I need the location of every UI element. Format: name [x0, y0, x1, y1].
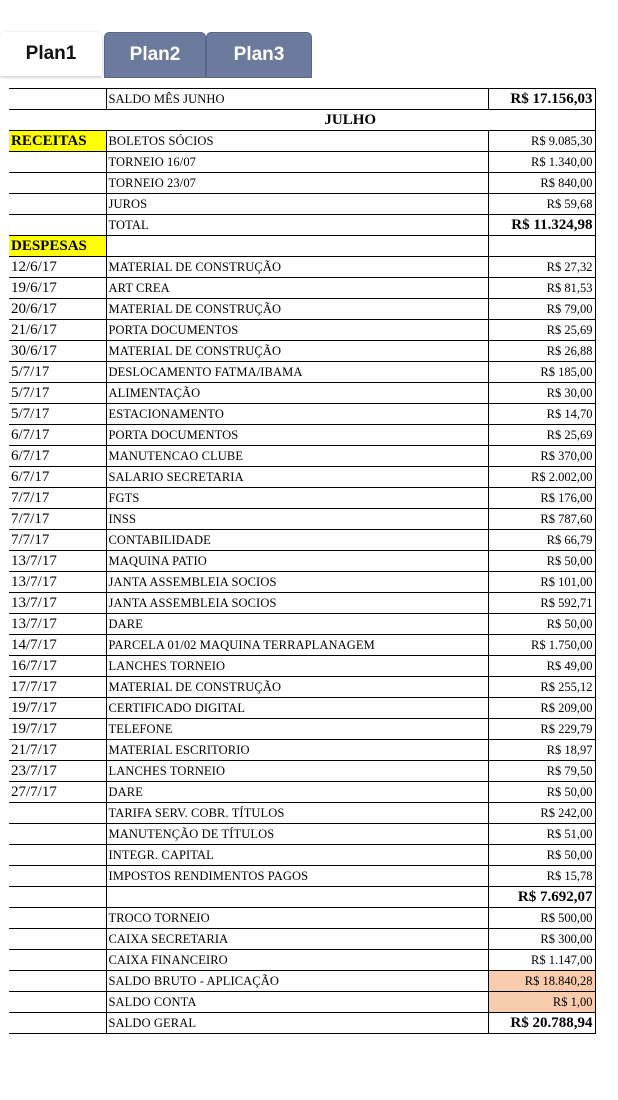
receita-desc[interactable]: JUROS [106, 194, 488, 215]
despesa-value[interactable]: R$ 50,00 [488, 551, 595, 572]
receita-value[interactable]: R$ 840,00 [488, 173, 595, 194]
despesa-row [9, 362, 595, 383]
despesa-value[interactable]: R$ 255,12 [488, 677, 595, 698]
saldo-value[interactable]: R$ 1.147,00 [488, 950, 595, 971]
cell-empty[interactable] [9, 194, 106, 215]
despesa-desc[interactable]: IMPOSTOS RENDIMENTOS PAGOS [106, 866, 488, 887]
despesa-desc[interactable]: TARIFA SERV. COBR. TÍTULOS [106, 803, 488, 824]
cell-empty[interactable] [9, 215, 106, 236]
receita-row [9, 152, 595, 173]
saldo-desc[interactable]: CAIXA FINANCEIRO [106, 950, 488, 971]
receita-value[interactable]: R$ 59,68 [488, 194, 595, 215]
saldo-value[interactable]: R$ 20.788,94 [488, 1013, 595, 1034]
despesa-row [9, 383, 595, 404]
despesa-desc[interactable]: FGTS [106, 488, 488, 509]
despesa-row [9, 341, 595, 362]
despesas-header-row [9, 236, 595, 257]
despesa-desc[interactable]: DESLOCAMENTO FATMA/IBAMA [106, 362, 488, 383]
despesa-desc[interactable]: PORTA DOCUMENTOS [106, 320, 488, 341]
despesa-row [9, 845, 595, 866]
despesa-value[interactable]: R$ 50,00 [488, 614, 595, 635]
despesa-desc[interactable]: MAQUINA PATIO [106, 551, 488, 572]
despesa-value[interactable]: R$ 50,00 [488, 845, 595, 866]
cell-empty[interactable] [9, 950, 106, 971]
saldo-desc[interactable]: SALDO CONTA [106, 992, 488, 1013]
sheet-tabs [0, 32, 618, 78]
despesa-date[interactable]: 6/7/17 [9, 467, 106, 488]
despesa-row [9, 656, 595, 677]
saldo-anterior-row [9, 89, 595, 110]
despesa-row [9, 782, 595, 803]
despesa-row [9, 740, 595, 761]
saldo-anterior-label[interactable]: SALDO MÊS JUNHO [106, 89, 488, 110]
despesa-desc[interactable]: MATERIAL DE CONSTRUÇÃO [106, 257, 488, 278]
despesa-date[interactable]: 5/7/17 [9, 362, 106, 383]
despesa-value[interactable]: R$ 25,69 [488, 320, 595, 341]
month-title[interactable]: JULHO [106, 110, 595, 131]
tab-plan2[interactable]: Plan2 [104, 32, 206, 78]
despesa-date[interactable] [9, 824, 106, 845]
despesa-desc[interactable]: JANTA ASSEMBLEIA SOCIOS [106, 593, 488, 614]
despesa-value[interactable]: R$ 1.750,00 [488, 635, 595, 656]
despesas-total-row [9, 887, 595, 908]
despesa-row [9, 488, 595, 509]
receita-row [9, 131, 595, 152]
tab-plan3[interactable]: Plan3 [206, 32, 312, 78]
despesa-desc[interactable]: MANUTENCAO CLUBE [106, 446, 488, 467]
receitas-total-value[interactable]: R$ 11.324,98 [488, 215, 595, 236]
despesa-date[interactable]: 13/7/17 [9, 551, 106, 572]
despesa-row [9, 551, 595, 572]
despesa-value[interactable]: R$ 101,00 [488, 572, 595, 593]
despesa-value[interactable]: R$ 242,00 [488, 803, 595, 824]
despesa-desc[interactable]: JANTA ASSEMBLEIA SOCIOS [106, 572, 488, 593]
despesa-desc[interactable]: ART CREA [106, 278, 488, 299]
saldo-row [9, 908, 595, 929]
despesa-date[interactable]: 21/6/17 [9, 320, 106, 341]
cell-empty[interactable] [106, 236, 488, 257]
cell-empty[interactable] [488, 236, 595, 257]
despesa-desc[interactable]: DARE [106, 782, 488, 803]
despesa-row [9, 257, 595, 278]
despesa-date[interactable]: 23/7/17 [9, 761, 106, 782]
despesa-date[interactable]: 5/7/17 [9, 383, 106, 404]
despesa-date[interactable] [9, 845, 106, 866]
despesa-row [9, 530, 595, 551]
despesa-date[interactable]: 6/7/17 [9, 425, 106, 446]
despesa-date[interactable]: 6/7/17 [9, 446, 106, 467]
despesa-value[interactable]: R$ 14,70 [488, 404, 595, 425]
receitas-total-row [9, 215, 595, 236]
cell-empty[interactable] [9, 992, 106, 1013]
despesa-row [9, 677, 595, 698]
despesa-date[interactable]: 12/6/17 [9, 257, 106, 278]
despesa-row [9, 467, 595, 488]
despesas-total-value[interactable]: R$ 7.692,07 [488, 887, 595, 908]
despesa-date[interactable]: 13/7/17 [9, 572, 106, 593]
despesa-date[interactable]: 7/7/17 [9, 488, 106, 509]
cell-empty[interactable] [9, 887, 106, 908]
despesa-date[interactable]: 27/7/17 [9, 782, 106, 803]
receita-row [9, 194, 595, 215]
saldo-desc[interactable]: TROCO TORNEIO [106, 908, 488, 929]
despesa-value[interactable]: R$ 229,79 [488, 719, 595, 740]
despesa-desc[interactable]: LANCHES TORNEIO [106, 656, 488, 677]
receitas-label[interactable]: RECEITAS [9, 131, 106, 152]
despesas-label[interactable]: DESPESAS [9, 236, 106, 257]
receita-value[interactable]: R$ 9.085,30 [488, 131, 595, 152]
despesa-value[interactable]: R$ 185,00 [488, 362, 595, 383]
receitas-total-label[interactable]: TOTAL [106, 215, 488, 236]
despesa-desc[interactable]: INTEGR. CAPITAL [106, 845, 488, 866]
despesa-desc[interactable]: ALIMENTAÇÃO [106, 383, 488, 404]
cell-empty[interactable] [9, 908, 106, 929]
despesa-row [9, 278, 595, 299]
cell-empty[interactable] [106, 887, 488, 908]
month-row [9, 110, 595, 131]
despesa-value[interactable]: R$ 66,79 [488, 530, 595, 551]
despesa-row [9, 698, 595, 719]
despesa-desc[interactable]: CONTABILIDADE [106, 530, 488, 551]
cell-empty[interactable] [9, 89, 106, 110]
despesa-value[interactable]: R$ 18,97 [488, 740, 595, 761]
despesa-value[interactable]: R$ 51,00 [488, 824, 595, 845]
cell-empty[interactable] [9, 1013, 106, 1034]
despesa-desc[interactable]: CERTIFICADO DIGITAL [106, 698, 488, 719]
despesa-row [9, 719, 595, 740]
despesa-date[interactable]: 13/7/17 [9, 614, 106, 635]
despesa-desc[interactable]: MANUTENÇÃO DE TÍTULOS [106, 824, 488, 845]
despesa-value[interactable]: R$ 26,88 [488, 341, 595, 362]
despesa-date[interactable] [9, 803, 106, 824]
despesa-value[interactable]: R$ 79,50 [488, 761, 595, 782]
despesa-desc[interactable]: INSS [106, 509, 488, 530]
despesa-date[interactable]: 30/6/17 [9, 341, 106, 362]
despesa-row [9, 320, 595, 341]
despesa-date[interactable]: 13/7/17 [9, 593, 106, 614]
despesa-row [9, 761, 595, 782]
despesa-value[interactable]: R$ 27,32 [488, 257, 595, 278]
despesa-row [9, 572, 595, 593]
despesa-desc[interactable]: TELEFONE [106, 719, 488, 740]
despesa-desc[interactable]: SALARIO SECRETARIA [106, 467, 488, 488]
saldo-row [9, 971, 595, 992]
receita-desc[interactable]: TORNEIO 23/07 [106, 173, 488, 194]
despesa-value[interactable]: R$ 787,60 [488, 509, 595, 530]
despesa-row [9, 425, 595, 446]
saldo-value[interactable]: R$ 18.840,28 [488, 971, 595, 992]
saldo-desc[interactable]: SALDO BRUTO - APLICAÇÃO [106, 971, 488, 992]
despesa-row [9, 404, 595, 425]
saldo-value[interactable]: R$ 300,00 [488, 929, 595, 950]
despesa-row [9, 593, 595, 614]
despesa-value[interactable]: R$ 30,00 [488, 383, 595, 404]
despesa-value[interactable]: R$ 2.002,00 [488, 467, 595, 488]
saldo-value[interactable]: R$ 500,00 [488, 908, 595, 929]
saldo-row [9, 950, 595, 971]
saldo-row [9, 1013, 595, 1034]
despesa-value[interactable]: R$ 209,00 [488, 698, 595, 719]
despesa-row [9, 299, 595, 320]
saldo-desc[interactable]: SALDO GERAL [106, 1013, 488, 1034]
despesa-row [9, 803, 595, 824]
despesa-desc[interactable]: ESTACIONAMENTO [106, 404, 488, 425]
cell-empty[interactable] [9, 971, 106, 992]
despesa-row [9, 824, 595, 845]
despesa-row [9, 446, 595, 467]
despesa-desc[interactable]: MATERIAL DE CONSTRUÇÃO [106, 341, 488, 362]
despesa-value[interactable]: R$ 370,00 [488, 446, 595, 467]
receita-desc[interactable]: TORNEIO 16/07 [106, 152, 488, 173]
despesa-date[interactable]: 16/7/17 [9, 656, 106, 677]
despesa-row [9, 866, 595, 887]
despesa-row [9, 614, 595, 635]
receita-row [9, 173, 595, 194]
despesa-date[interactable]: 20/6/17 [9, 299, 106, 320]
receita-desc[interactable]: BOLETOS SÓCIOS [106, 131, 488, 152]
despesa-date[interactable]: 19/7/17 [9, 698, 106, 719]
despesa-value[interactable]: R$ 176,00 [488, 488, 595, 509]
despesa-date[interactable]: 5/7/17 [9, 404, 106, 425]
despesa-value[interactable]: R$ 15,78 [488, 866, 595, 887]
tab-plan1[interactable]: Plan1 [0, 32, 102, 76]
despesa-value[interactable]: R$ 81,53 [488, 278, 595, 299]
saldo-row [9, 992, 595, 1013]
despesa-date[interactable]: 17/7/17 [9, 677, 106, 698]
despesa-desc[interactable]: DARE [106, 614, 488, 635]
despesa-row [9, 509, 595, 530]
despesa-value[interactable]: R$ 50,00 [488, 782, 595, 803]
despesa-desc[interactable]: MATERIAL DE CONSTRUÇÃO [106, 299, 488, 320]
despesa-desc[interactable]: LANCHES TORNEIO [106, 761, 488, 782]
saldo-anterior-value[interactable]: R$ 17.156,03 [488, 89, 595, 110]
despesa-desc[interactable]: MATERIAL ESCRITORIO [106, 740, 488, 761]
despesa-date[interactable]: 19/7/17 [9, 719, 106, 740]
spreadsheet [9, 88, 595, 1034]
despesa-date[interactable]: 7/7/17 [9, 509, 106, 530]
despesa-date[interactable]: 7/7/17 [9, 530, 106, 551]
receita-value[interactable]: R$ 1.340,00 [488, 152, 595, 173]
saldo-value[interactable]: R$ 1,00 [488, 992, 595, 1013]
despesa-value[interactable]: R$ 79,00 [488, 299, 595, 320]
despesa-date[interactable] [9, 866, 106, 887]
despesa-value[interactable]: R$ 592,71 [488, 593, 595, 614]
cell-empty[interactable] [9, 929, 106, 950]
ledger-table [9, 88, 596, 1034]
saldo-desc[interactable]: CAIXA SECRETARIA [106, 929, 488, 950]
despesa-date[interactable]: 19/6/17 [9, 278, 106, 299]
despesa-value[interactable]: R$ 25,69 [488, 425, 595, 446]
despesa-desc[interactable]: PARCELA 01/02 MAQUINA TERRAPLANAGEM [106, 635, 488, 656]
despesa-desc[interactable]: MATERIAL DE CONSTRUÇÃO [106, 677, 488, 698]
despesa-row [9, 635, 595, 656]
despesa-date[interactable]: 21/7/17 [9, 740, 106, 761]
cell-empty[interactable] [9, 152, 106, 173]
cell-empty[interactable] [9, 173, 106, 194]
saldo-row [9, 929, 595, 950]
cell-empty[interactable] [9, 110, 106, 131]
despesa-desc[interactable]: PORTA DOCUMENTOS [106, 425, 488, 446]
despesa-date[interactable]: 14/7/17 [9, 635, 106, 656]
despesa-value[interactable]: R$ 49,00 [488, 656, 595, 677]
